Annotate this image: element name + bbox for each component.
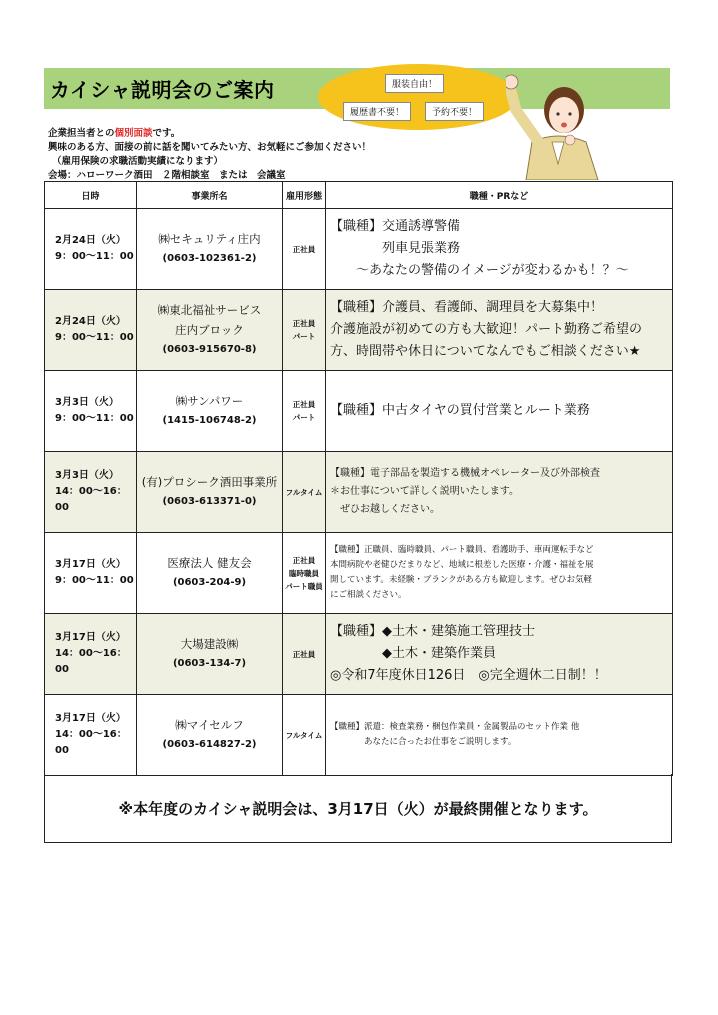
employment-type-cell — [283, 695, 326, 776]
company-cell — [137, 533, 283, 614]
session-datetime — [45, 371, 137, 452]
pr-line: 本間病院や老健ひだまりなど、地域に根差した医療・介護・福祉を展 — [330, 560, 594, 570]
company-name: ㈱サンパワー — [175, 394, 244, 408]
company-cell — [137, 614, 283, 695]
company-name: 庄内ブロック — [175, 323, 244, 337]
header-pr: 職種・PRなど — [326, 182, 673, 209]
session-datetime — [45, 452, 137, 533]
job-number: (0603-614827-2) — [162, 739, 257, 750]
header-datetime: 日時 — [45, 182, 137, 209]
job-number: (0603-134-7) — [172, 658, 247, 669]
company-cell — [137, 371, 283, 452]
job-number: (1415-106748-2) — [162, 415, 257, 426]
schedule-table — [44, 181, 673, 776]
company-name: 医療法人 健友会 — [167, 556, 252, 570]
session-date: 3月3日（火） — [55, 470, 119, 481]
pr-line: ～あなたの警備のイメージが変わるかも！？～ — [330, 263, 629, 278]
session-datetime — [45, 695, 137, 776]
job-number: (0603-613371-0) — [162, 496, 257, 507]
header-employment: 雇用形態 — [283, 182, 326, 209]
job-number: (0603-915670-8) — [162, 344, 257, 355]
employment-type-cell — [283, 614, 326, 695]
company-cell — [137, 209, 283, 290]
pr-cell — [326, 290, 673, 371]
job-number: (0603-204-9) — [172, 577, 247, 588]
pr-line: ◆土木・建築作業員 — [330, 646, 496, 661]
employment-type: パート — [292, 413, 316, 422]
table-row — [45, 533, 673, 614]
employment-type-cell — [283, 371, 326, 452]
company-cell — [137, 290, 283, 371]
table-row — [45, 290, 673, 371]
session-time: 9：00～11：00 — [55, 575, 134, 586]
session-datetime — [45, 614, 137, 695]
pr-line: 【職種】交通誘導警備 — [330, 219, 461, 234]
pr-line: 【職種】◆土木・建築施工管理技士 — [330, 624, 535, 639]
pr-line: 開しています。未経験・ブランクがある方も歓迎します。ぜひお気軽 — [330, 575, 592, 585]
pr-line: ぜひお越しください。 — [330, 504, 440, 515]
pr-line: 【職種】中古タイヤの買付営業とルート業務 — [330, 403, 590, 418]
employment-type: 正社員 — [292, 244, 316, 254]
session-date: 2月24日（火） — [55, 235, 126, 246]
company-name: 大場建設㈱ — [180, 637, 239, 651]
session-time: 14：00～16：00 — [55, 729, 127, 756]
employment-type: 正社員 — [292, 400, 316, 409]
session-datetime — [45, 290, 137, 371]
pr-line: ◎令和7年度休日126日 ◎完全週休二日制！！ — [330, 668, 607, 683]
pr-cell — [326, 371, 673, 452]
session-date: 3月3日（火） — [55, 397, 119, 408]
employment-type: 臨時職員 — [289, 568, 319, 578]
pr-line: 【職種】電子部品を製造する機械オペレーター及び外部検査 — [330, 468, 600, 479]
table-row — [45, 371, 673, 452]
pr-cell — [326, 614, 673, 695]
session-date: 3月17日（火） — [55, 632, 126, 643]
employment-type-cell — [283, 452, 326, 533]
employment-type: 正社員 — [292, 319, 316, 328]
table-row — [45, 452, 673, 533]
pr-cell — [326, 209, 673, 290]
pr-line: にご相談ください。 — [330, 590, 407, 600]
employment-type-cell — [283, 209, 326, 290]
table-row — [45, 695, 673, 776]
intro-line-1: 企業担当者との個別面談です。 — [48, 128, 181, 139]
job-number: (0603-102361-2) — [162, 253, 257, 264]
table-row — [45, 209, 673, 290]
pr-line: 【職種】派遣：検査業務・梱包作業員・金属製品のセット作業 他 — [330, 722, 580, 732]
session-time: 9：00～11：00 — [55, 251, 134, 262]
session-time: 14：00～16：00 — [55, 486, 127, 513]
pr-line: 列車見張業務 — [330, 241, 461, 256]
session-date: 2月24日（火） — [55, 316, 126, 327]
employment-type: 正社員 — [292, 649, 316, 659]
tag-dress-free: 服装自由！ — [385, 74, 444, 93]
employment-type: フルタイム — [285, 487, 323, 497]
page-title: カイシャ説明会のご案内 — [50, 78, 275, 102]
employment-type-cell — [283, 290, 326, 371]
session-datetime — [45, 533, 137, 614]
employment-type: パート職員 — [285, 581, 323, 591]
pr-line: 【職種】正職員、臨時職員、パート職員、看護助手、車両運転手など — [330, 545, 594, 555]
session-date: 3月17日（火） — [55, 559, 126, 570]
session-datetime — [45, 209, 137, 290]
session-time: 14：00～16：00 — [55, 648, 127, 675]
employment-type: フルタイム — [285, 730, 323, 740]
intro-line-2: 興味のある方、面接の前に話を聞いてみたい方、お気軽にご参加ください！ — [48, 142, 372, 153]
company-cell — [137, 695, 283, 776]
session-date: 3月17日（火） — [55, 713, 126, 724]
pr-line: 方、時間帯や休日についてなんでもご相談ください★ — [330, 344, 641, 359]
table-row — [45, 614, 673, 695]
session-time: 9：00～11：00 — [55, 332, 134, 343]
employment-type-cell — [283, 533, 326, 614]
employment-type: パート — [292, 332, 316, 341]
tag-no-resume: 履歴書不要！ — [343, 102, 411, 121]
pr-line: あなたに合ったお仕事をご説明します。 — [330, 737, 517, 747]
company-cell — [137, 452, 283, 533]
venue-line: 会場：ハローワーク酒田 ２階相談室 または 会議室 — [48, 170, 286, 181]
pr-cell — [326, 452, 673, 533]
pr-line: 介護施設が初めての方も大歓迎！パート勤務ご希望の — [330, 322, 643, 337]
company-name: ㈱マイセルフ — [175, 718, 244, 732]
pr-cell — [326, 695, 673, 776]
header-company: 事業所名 — [137, 182, 283, 209]
pr-cell — [326, 533, 673, 614]
footer-note: ※本年度のカイシャ説明会は、3月17日（火）が最終開催となります。 — [44, 774, 672, 843]
company-name: ㈱東北福祉サービス — [157, 303, 262, 317]
pr-line: ＊お仕事について詳しく説明いたします。 — [330, 486, 519, 497]
tag-no-reservation: 予約不要！ — [425, 102, 484, 121]
company-name: (有)プロシーク酒田事業所 — [141, 475, 278, 489]
intro-line-3: （雇用保険の求職活動実績になります） — [52, 156, 224, 167]
person-illustration-icon — [506, 60, 610, 180]
employment-type: 正社員 — [292, 555, 316, 565]
pr-line: 【職種】介護員、看護師、調理員を大募集中！ — [330, 300, 604, 315]
session-time: 9：00～11：00 — [55, 413, 134, 424]
company-name: ㈱セキュリティ庄内 — [158, 232, 261, 246]
